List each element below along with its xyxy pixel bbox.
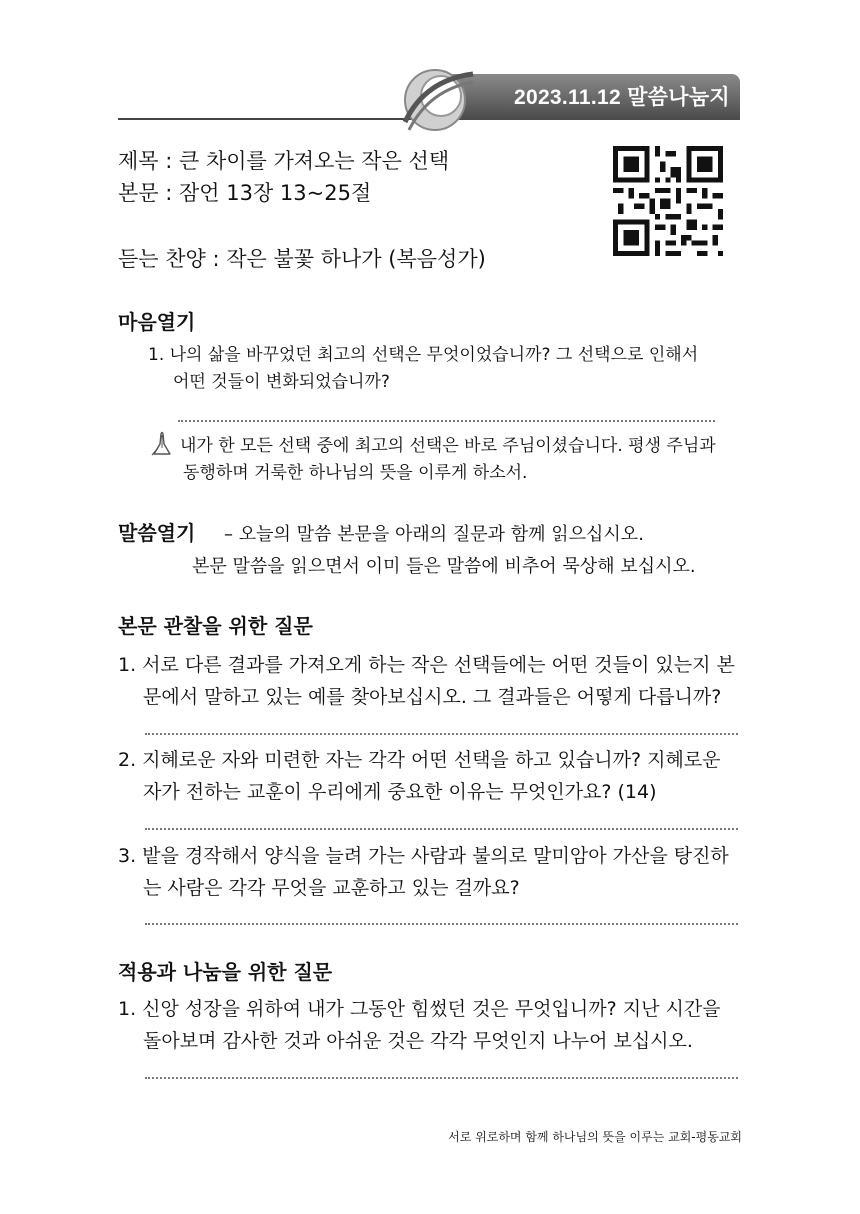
answer-line[interactable] [145,828,738,830]
section-observation-title: 본문 관찰을 위한 질문 [118,614,313,638]
qr-code-icon[interactable] [613,146,723,256]
sermon-passage: 본문 : 잠언 13장 13~25절 [118,181,372,205]
observation-question-3-line1: 3. 밭을 경작해서 양식을 늘려 가는 사람과 불의로 말미암아 가산을 탕진하 [118,845,729,867]
observation-question-1-line2: 문에서 말하고 있는 예를 찾아보십시오. 그 결과들은 어떻게 다릅니까? [143,686,722,708]
section-heart-opening-title: 마음열기 [118,310,196,334]
prayer-line2: 동행하며 거룩한 하나님의 뜻을 이루게 하소서. [183,463,528,483]
page-date-title: 2023.11.12 말씀나눔지 [513,86,730,109]
answer-line[interactable] [145,1077,738,1079]
footer-motto: 서로 위로하며 함께 하나님의 뜻을 이루는 교회-평동교회 [448,1130,742,1144]
praying-hands-icon [150,430,174,456]
application-question-line1: 1. 신앙 성장을 위하여 내가 그동안 힘썼던 것은 무엇입니까? 지난 시간을 [118,998,721,1020]
header-rule [118,118,418,120]
observation-question-3-line2: 는 사람은 각각 무엇을 교훈하고 있는 걸까요? [143,877,520,899]
sermon-title: 제목 : 큰 차이를 가져오는 작은 선택 [118,149,450,173]
word-opening-desc2: 본문 말씀을 읽으면서 이미 들은 말씀에 비추어 묵상해 보십시오. [192,556,696,577]
heart-question-line1: 1. 나의 삶을 바꾸었던 최고의 선택은 무엇이었습니까? 그 선택으로 인해서 [148,345,699,365]
prayer-line1: 내가 한 모든 선택 중에 최고의 선택은 바로 주님이셨습니다. 평생 주님과 [180,436,716,456]
application-question-line2: 돌아보며 감사한 것과 아쉬운 것은 각각 무엇인지 나누어 보십시오. [143,1030,693,1052]
observation-question-1-line1: 1. 서로 다른 결과를 가져오게 하는 작은 선택들에는 어떤 것들이 있는지 본 [118,654,735,676]
section-application-title: 적용과 나눔을 위한 질문 [118,960,333,984]
answer-line[interactable] [145,733,738,735]
observation-question-2-line1: 2. 지혜로운 자와 미련한 자는 각각 어떤 선택을 하고 있습니까? 지혜로운 [118,749,721,771]
worship-song: 듣는 찬양 : 작은 불꽃 하나가 (복음성가) [118,247,486,271]
word-opening-desc1: – 오늘의 말씀 본문을 아래의 질문과 함께 읽으십시오. [224,524,644,545]
answer-line[interactable] [178,420,715,422]
section-word-opening-title: 말씀열기 [118,521,196,545]
heart-question-line2: 어떤 것들이 변화되었습니까? [173,372,390,392]
answer-line[interactable] [145,923,738,925]
swirl-logo-icon [395,60,475,134]
observation-question-2-line2: 자가 전하는 교훈이 우리에게 중요한 이유는 무엇인가요? (14) [143,781,657,803]
